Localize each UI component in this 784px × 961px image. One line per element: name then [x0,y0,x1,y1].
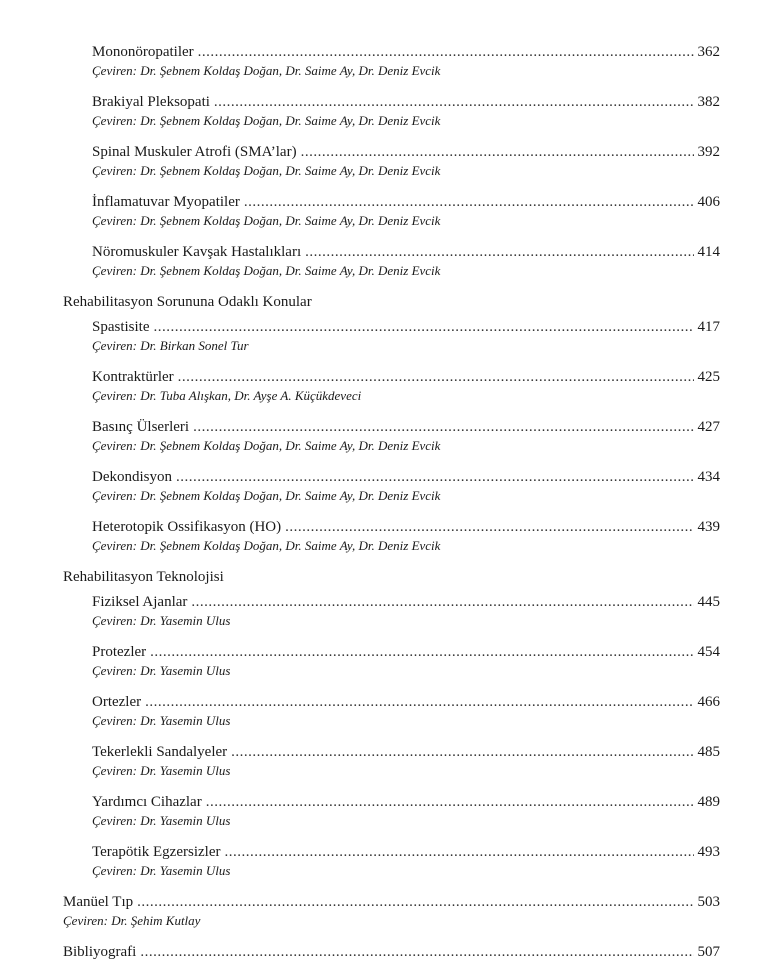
toc-entry-page: 466 [697,694,720,710]
dot-leader [301,143,694,161]
toc-entry-title: Protezler [92,644,147,660]
dot-leader [145,693,693,711]
toc-entry-title: Terapötik Egzersizler [92,844,221,860]
dot-leader [193,418,693,436]
toc-entry-title: Tekerlekli Sandalyeler [92,744,228,760]
toc-entry [92,593,720,611]
toc-entry-title: Basınç Ülserleri [92,419,190,435]
toc-entry-page: 493 [697,844,720,860]
toc-entry [63,893,720,911]
toc-entry [92,418,720,436]
dot-leader [305,243,693,261]
toc-entry-title: Mononöropatiler [92,44,194,60]
toc-entry-translator: Çeviren: Dr. Tuba Alışkan, Dr. Ayşe A. Küçükdeveci [92,388,362,403]
toc-entry-title: Nöromuskuler Kavşak Hastalıkları [92,244,302,260]
toc-entry-title: Spinal Muskuler Atrofi (SMA’lar) [92,144,297,160]
toc-entry-title: Ortezler [92,694,142,710]
dot-leader [214,93,694,111]
toc-entry-translator: Çeviren: Dr. Şebnem Koldaş Doğan, Dr. Saime Ay, Dr. Deniz Evcik [92,163,441,178]
toc-entry [63,943,720,961]
toc-entry-translator: Çeviren: Dr. Yasemin Ulus [92,663,231,678]
toc-entry-translator: Çeviren: Dr. Şebnem Koldaş Doğan, Dr. Saime Ay, Dr. Deniz Evcik [92,63,441,78]
toc-entry [92,693,720,711]
dot-leader [140,943,693,961]
toc-entry-translator: Çeviren: Dr. Şebnem Koldaş Doğan, Dr. Saime Ay, Dr. Deniz Evcik [92,438,441,453]
toc-entry-title: Bibliyografi [63,944,137,960]
toc-entry [92,193,720,211]
toc-entry-page: 454 [697,644,720,660]
toc-entry-translator: Çeviren: Dr. Yasemin Ulus [92,863,231,878]
toc-entry-page: 414 [697,244,720,260]
dot-leader [154,318,694,336]
dot-leader [176,468,694,486]
toc-entry-title: Kontraktürler [92,369,174,385]
toc-entry [92,43,720,61]
toc-entry-title: Spastisite [92,319,150,335]
dot-leader [224,843,693,861]
toc-entry [92,368,720,386]
dot-leader [198,43,694,61]
toc-entry-page: 362 [697,44,720,60]
toc-entry-translator: Çeviren: Dr. Birkan Sonel Tur [92,338,249,353]
toc-entry-title: Dekondisyon [92,469,172,485]
toc-entry-title: İnflamatuvar Myopatiler [92,194,240,210]
toc-entry-title: Heterotopik Ossifikasyon (HO) [92,519,282,535]
toc-entry-page: 503 [697,894,720,910]
toc-entry-page: 425 [697,369,720,385]
dot-leader [206,793,694,811]
toc-entry [92,468,720,486]
dot-leader [137,893,693,911]
toc-entry [92,143,720,161]
toc-entry [92,743,720,761]
toc-entry-title: Fiziksel Ajanlar [92,594,188,610]
toc-entry [92,643,720,661]
toc-entry-page: 439 [697,519,720,535]
dot-leader [285,518,693,536]
dot-leader [150,643,693,661]
toc-entry-page: 382 [697,94,720,110]
toc-entry [92,843,720,861]
toc-entry-page: 392 [697,144,720,160]
toc-entry [92,243,720,261]
toc-entry-translator: Çeviren: Dr. Yasemin Ulus [92,713,231,728]
toc-entry-translator: Çeviren: Dr. Şebnem Koldaş Doğan, Dr. Saime Ay, Dr. Deniz Evcik [92,488,441,503]
toc-entry-page: 445 [697,594,720,610]
toc-entry-translator: Çeviren: Dr. Yasemin Ulus [92,813,231,828]
toc-entry-page: 417 [697,319,720,335]
toc-entry-translator: Çeviren: Dr. Şebnem Koldaş Doğan, Dr. Saime Ay, Dr. Deniz Evcik [92,263,441,278]
toc-entry-page: 489 [697,794,720,810]
toc-entry [92,793,720,811]
toc-entry-translator: Çeviren: Dr. Yasemin Ulus [92,613,231,628]
toc-entry-page: 434 [697,469,720,485]
toc-entry-translator: Çeviren: Dr. Şehim Kutlay [63,913,201,928]
dot-leader [191,593,693,611]
toc-entry-title: Manüel Tıp [63,894,134,910]
toc-entry-page: 406 [697,194,720,210]
toc-entry [92,518,720,536]
dot-leader [244,193,694,211]
dot-leader [178,368,694,386]
toc-entry-translator: Çeviren: Dr. Şebnem Koldaş Doğan, Dr. Saime Ay, Dr. Deniz Evcik [92,538,441,553]
toc-entry-page: 507 [697,944,720,960]
toc-entry-title: Yardımcı Cihazlar [92,794,202,810]
section-heading: Rehabilitasyon Sorununa Odaklı Konular [63,294,312,310]
toc-entry-translator: Çeviren: Dr. Şebnem Koldaş Doğan, Dr. Saime Ay, Dr. Deniz Evcik [92,213,441,228]
toc-entry-title: Brakiyal Pleksopati [92,94,210,110]
toc-entry-page: 427 [697,419,720,435]
toc-entry-page: 485 [697,744,720,760]
toc-entry-translator: Çeviren: Dr. Şebnem Koldaş Doğan, Dr. Saime Ay, Dr. Deniz Evcik [92,113,441,128]
section-heading: Rehabilitasyon Teknolojisi [63,569,224,585]
dot-leader [231,743,693,761]
toc-entry-translator: Çeviren: Dr. Yasemin Ulus [92,763,231,778]
toc-entry [92,318,720,336]
toc-entry [92,93,720,111]
